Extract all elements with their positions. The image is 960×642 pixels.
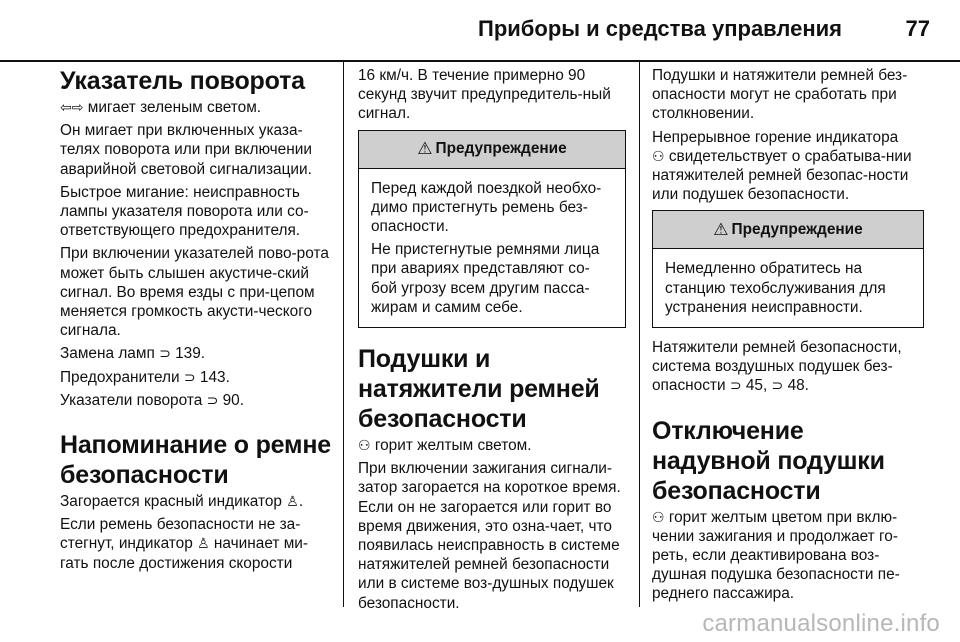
column-divider xyxy=(343,62,344,607)
paragraph: Не пристегнутые ремнями лица при авариях представляют со-бой угрозу всем другим пасса-жирам и самим себе. xyxy=(371,241,600,316)
page-ref-icon: ⊃ xyxy=(206,391,219,408)
warning-box xyxy=(652,210,924,328)
paragraph: Натяжители ремней безопасности, система воздушных подушек без-опасности ⊃ 45, ⊃ 48. xyxy=(652,339,902,395)
page-ref-icon: ⊃ xyxy=(183,368,196,385)
section-title-turn-signal: Указатель поворота xyxy=(60,67,305,95)
seatbelt-icon: ♙ xyxy=(286,493,299,510)
paragraph: Непрерывное горение индикатора ⚇ свидетельствует о срабатыва-нии натяжителей ремней безопас-ности или подушек безопасности. xyxy=(652,128,912,204)
airbag-icon: ⚇ xyxy=(358,437,371,454)
page-ref-icon: ⊃ xyxy=(159,345,171,362)
paragraph: 16 км/ч. В течение примерно 90 секунд звучит предупредитель-ный сигнал. xyxy=(358,67,611,123)
warning-label: Предупреждение xyxy=(731,220,863,238)
column-2 xyxy=(358,66,626,617)
warning-header xyxy=(359,131,625,169)
paragraph: Он мигает при включенных указа-телях поворота или при включении аварийной световой сигнализации. xyxy=(60,122,312,178)
warning-icon: ⚠ xyxy=(713,219,729,239)
paragraph: Быстрое мигание: неисправность лампы указателя поворота или со-ответствующего предохранителя. xyxy=(60,183,309,240)
page-number: 77 xyxy=(905,16,930,41)
column-3 xyxy=(652,66,924,608)
page-ref-icon: ⊃ xyxy=(729,377,742,394)
column-divider xyxy=(639,62,640,607)
paragraph: Если ремень безопасности не за-стегнут, индикатор ♙ начинает ми-гать после достижения скорости xyxy=(60,516,308,572)
turn-signal-icon: ⇦⇨ xyxy=(60,99,84,115)
warning-header xyxy=(653,211,923,249)
warning-body xyxy=(359,169,625,327)
cross-reference[interactable]: Замена ламп ⊃ 139. xyxy=(60,345,206,363)
paragraph: Немедленно обратитесь на станцию техобслуживания для устранения неисправности. xyxy=(665,260,886,316)
airbag-off-icon: ⚇ xyxy=(652,508,665,525)
warning-icon: ⚠ xyxy=(417,139,433,159)
paragraph: Подушки и натяжители ремней без-опасности могут не сработать при столкновении. xyxy=(652,67,908,123)
warning-label: Предупреждение xyxy=(435,140,567,158)
paragraph: Перед каждой поездкой необхо-димо пристегнуть ремень без-опасности. xyxy=(371,179,602,236)
section-title-seatbelt-reminder: Напоминание о ремне безопасности xyxy=(60,431,331,490)
paragraph: Загорается красный индикатор ♙. xyxy=(60,493,304,511)
cross-reference[interactable]: Предохранители ⊃ 143. xyxy=(60,368,230,386)
header-title: Приборы и средства управления xyxy=(478,16,842,41)
section-title-airbag-deactivation: Отключение надувной подушки безопасности xyxy=(652,416,885,505)
seatbelt-icon: ♙ xyxy=(197,535,210,552)
warning-body xyxy=(653,249,923,327)
paragraph: При включении зажигания сигнали-затор загорается на короткое время. Если он не загорается или горит во время движения, это озна-чает, что появилась неисправность в системе натяжителей ремней безопасности или в системе воз-душных подушек безопасности. xyxy=(358,460,621,612)
cross-reference[interactable]: Указатели поворота ⊃ 90. xyxy=(60,391,244,409)
column-1 xyxy=(60,66,335,577)
airbag-icon: ⚇ xyxy=(652,147,665,164)
page-ref-icon: ⊃ xyxy=(771,377,784,394)
page-header xyxy=(0,0,960,62)
warning-box xyxy=(358,130,626,328)
paragraph: ⚇ горит желтым цветом при вклю-чении зажигания и продолжает го-реть, если деактивирована воз-душная подушка безопасности пе-реднего пассажира. xyxy=(652,508,900,603)
paragraph: При включении указателей пово-рота может быть слышен акустиче-ский сигнал. Во время езды с при-цепом меняется громкость акусти-ческого сигнала. xyxy=(60,245,329,340)
section-title-airbags: Подушки и натяжители ремней безопасности xyxy=(358,345,600,434)
paragraph: ⚇ горит желтым светом. xyxy=(358,437,532,455)
watermark: carmanualsonline.info xyxy=(702,610,940,637)
paragraph: ⇦⇨ мигает зеленым светом. xyxy=(60,99,262,116)
header-rule xyxy=(0,60,960,62)
